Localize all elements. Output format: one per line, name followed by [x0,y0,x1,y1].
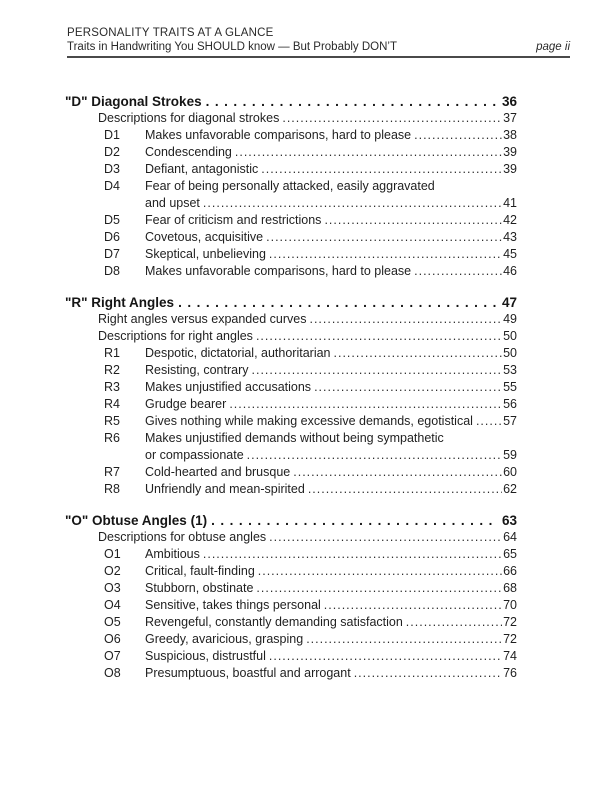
entry-page: 72 [503,615,517,629]
entry-code: O3 [104,581,121,595]
section-entries [65,529,517,682]
dot-leader [282,110,502,127]
entry-page: 62 [503,482,517,496]
entry-page: 45 [503,247,517,261]
dot-leader [203,195,502,212]
dot-leader [324,212,502,229]
entry-label: Defiant, antagonistic [145,162,259,176]
entry-page: 49 [503,312,517,326]
entry-code: O4 [104,598,121,612]
toc-entry-row [65,481,517,498]
toc [65,93,517,682]
dot-leader [252,362,503,379]
entry-label: Despotic, dictatorial, authoritarian [145,346,331,360]
entry-code: R5 [104,414,120,428]
entry-page: 43 [503,230,517,244]
toc-entry-row [65,246,517,263]
section-page: 63 [501,513,517,528]
entry-page: 56 [503,397,517,411]
entry-page: 60 [503,465,517,479]
toc-entry-row [65,345,517,362]
entry-page: 76 [503,666,517,680]
section-page: 36 [501,94,517,109]
section-title: "R" Right Angles [65,295,175,310]
toc-entry-row [65,328,517,345]
entry-label: Makes unfavorable comparisons, hard to please [145,128,412,142]
dot-leader [309,311,502,328]
entry-label: Stubborn, obstinate [145,581,254,595]
dot-leader [256,580,502,597]
dot-leader [178,294,497,311]
dot-leader [406,614,502,631]
section-entries [65,311,517,498]
section-title: "D" Diagonal Strokes [65,94,202,109]
entry-page: 50 [503,346,517,360]
dot-leader [476,413,502,430]
entry-code: O7 [104,649,121,663]
entry-page: 39 [503,145,517,159]
entry-code: D6 [104,230,120,244]
entry-page: 38 [503,128,517,142]
entry-label: Revengeful, constantly demanding satisfaction [145,615,403,629]
toc-entry-row [65,614,517,631]
entry-page: 55 [503,380,517,394]
page-header [67,27,570,58]
toc-entry-row [65,311,517,328]
entry-page: 39 [503,162,517,176]
toc-entry-row [65,263,517,280]
entry-page: 66 [503,564,517,578]
entry-code: D5 [104,213,120,227]
toc-section [65,512,517,682]
entry-label: Fear of being personally attacked, easily aggravated [145,179,435,193]
entry-code: R4 [104,397,120,411]
entry-label: Makes unjustified demands without being sympathetic [145,431,444,445]
entry-code: R1 [104,346,120,360]
dot-leader [324,597,502,614]
entry-code: R3 [104,380,120,394]
toc-entry-row [65,648,517,665]
entry-code: R2 [104,363,120,377]
entry-label: and upset [145,196,200,210]
dot-leader [269,529,502,546]
toc-entry-row [65,665,517,682]
entry-label: Descriptions for diagonal strokes [98,111,280,125]
toc-section [65,294,517,498]
entry-label: Cold-hearted and brusque [145,465,291,479]
section-page: 47 [501,295,517,310]
entry-label: Descriptions for right angles [98,329,253,343]
entry-label: Makes unjustified accusations [145,380,312,394]
section-title: "O" Obtuse Angles (1) [65,513,208,528]
entry-code: D3 [104,162,120,176]
entry-label: Sensitive, takes things personal [145,598,321,612]
toc-entry-row [65,464,517,481]
dot-leader [293,464,502,481]
entry-code: O5 [104,615,121,629]
dot-leader [308,481,502,498]
toc-entry-row [65,161,517,178]
entry-page: 70 [503,598,517,612]
header-page-label: page ii [536,41,570,53]
entry-page: 74 [503,649,517,663]
dot-leader [269,648,502,665]
header-title: PERSONALITY TRAITS AT A GLANCE [67,27,274,39]
dot-leader [334,345,503,362]
dot-leader [211,512,497,529]
toc-entry-row [65,195,517,212]
dot-leader [314,379,502,396]
section-heading-row [65,512,517,529]
entry-code: O2 [104,564,121,578]
toc-entry-row [65,362,517,379]
toc-entry-row [65,430,517,447]
entry-label: Suspicious, distrustful [145,649,266,663]
entry-page: 64 [503,530,517,544]
entry-page: 41 [503,196,517,210]
entry-page: 65 [503,547,517,561]
entry-label: Ambitious [145,547,200,561]
entry-code: D8 [104,264,120,278]
entry-page: 68 [503,581,517,595]
dot-leader [229,396,502,413]
entry-page: 59 [503,448,517,462]
dot-leader [258,563,502,580]
dot-leader [269,246,502,263]
header-subtitle-row [67,41,570,53]
entry-code: O6 [104,632,121,646]
entry-label: Grudge bearer [145,397,227,411]
toc-entry-row [65,127,517,144]
toc-entry-row [65,631,517,648]
section-entries [65,110,517,280]
entry-label: Unfriendly and mean-spirited [145,482,305,496]
entry-page: 42 [503,213,517,227]
entry-code: D4 [104,179,120,193]
entry-label: Right angles versus expanded curves [98,312,307,326]
entry-page: 46 [503,264,517,278]
entry-label: Makes unfavorable comparisons, hard to please [145,264,412,278]
toc-entry-row [65,396,517,413]
entry-page: 37 [503,111,517,125]
dot-leader [414,263,502,280]
dot-leader [261,161,502,178]
entry-page: 72 [503,632,517,646]
toc-entry-row [65,447,517,464]
dot-leader [235,144,502,161]
section-heading-row [65,294,517,311]
dot-leader [354,665,502,682]
entry-label: Descriptions for obtuse angles [98,530,267,544]
dot-leader [206,93,497,110]
dot-leader [247,447,502,464]
dot-leader [203,546,502,563]
section-heading-row [65,93,517,110]
dot-leader [306,631,502,648]
entry-page: 50 [503,329,517,343]
entry-code: D1 [104,128,120,142]
toc-entry-row [65,379,517,396]
toc-entry-row [65,229,517,246]
toc-entry-row [65,144,517,161]
entry-label: Greedy, avaricious, grasping [145,632,304,646]
entry-code: D7 [104,247,120,261]
toc-entry-row [65,546,517,563]
entry-label: Gives nothing while making excessive demands, egotistical [145,414,473,428]
entry-code: O1 [104,547,121,561]
toc-section [65,93,517,280]
entry-code: R8 [104,482,120,496]
entry-code: R7 [104,465,120,479]
entry-code: O8 [104,666,121,680]
toc-entry-row [65,178,517,195]
toc-entry-row [65,212,517,229]
entry-label: Presumptuous, boastful and arrogant [145,666,351,680]
toc-entry-row [65,597,517,614]
entry-code: D2 [104,145,120,159]
header-subtitle: Traits in Handwriting You SHOULD know — But Probably DON’T [67,41,398,53]
toc-entry-row [65,413,517,430]
header-rule [67,56,570,58]
toc-entry-row [65,580,517,597]
entry-label: Critical, fault-finding [145,564,255,578]
entry-label: Fear of criticism and restrictions [145,213,322,227]
toc-entry-row [65,110,517,127]
entry-label: Resisting, contrary [145,363,249,377]
entry-label: or compassionate [145,448,244,462]
toc-entry-row [65,563,517,580]
entry-label: Covetous, acquisitive [145,230,264,244]
entry-page: 53 [503,363,517,377]
entry-code: R6 [104,431,120,445]
entry-label: Skeptical, unbelieving [145,247,266,261]
dot-leader [256,328,502,345]
toc-entry-row [65,529,517,546]
entry-page: 57 [503,414,517,428]
dot-leader [266,229,502,246]
entry-label: Condescending [145,145,232,159]
dot-leader [414,127,502,144]
